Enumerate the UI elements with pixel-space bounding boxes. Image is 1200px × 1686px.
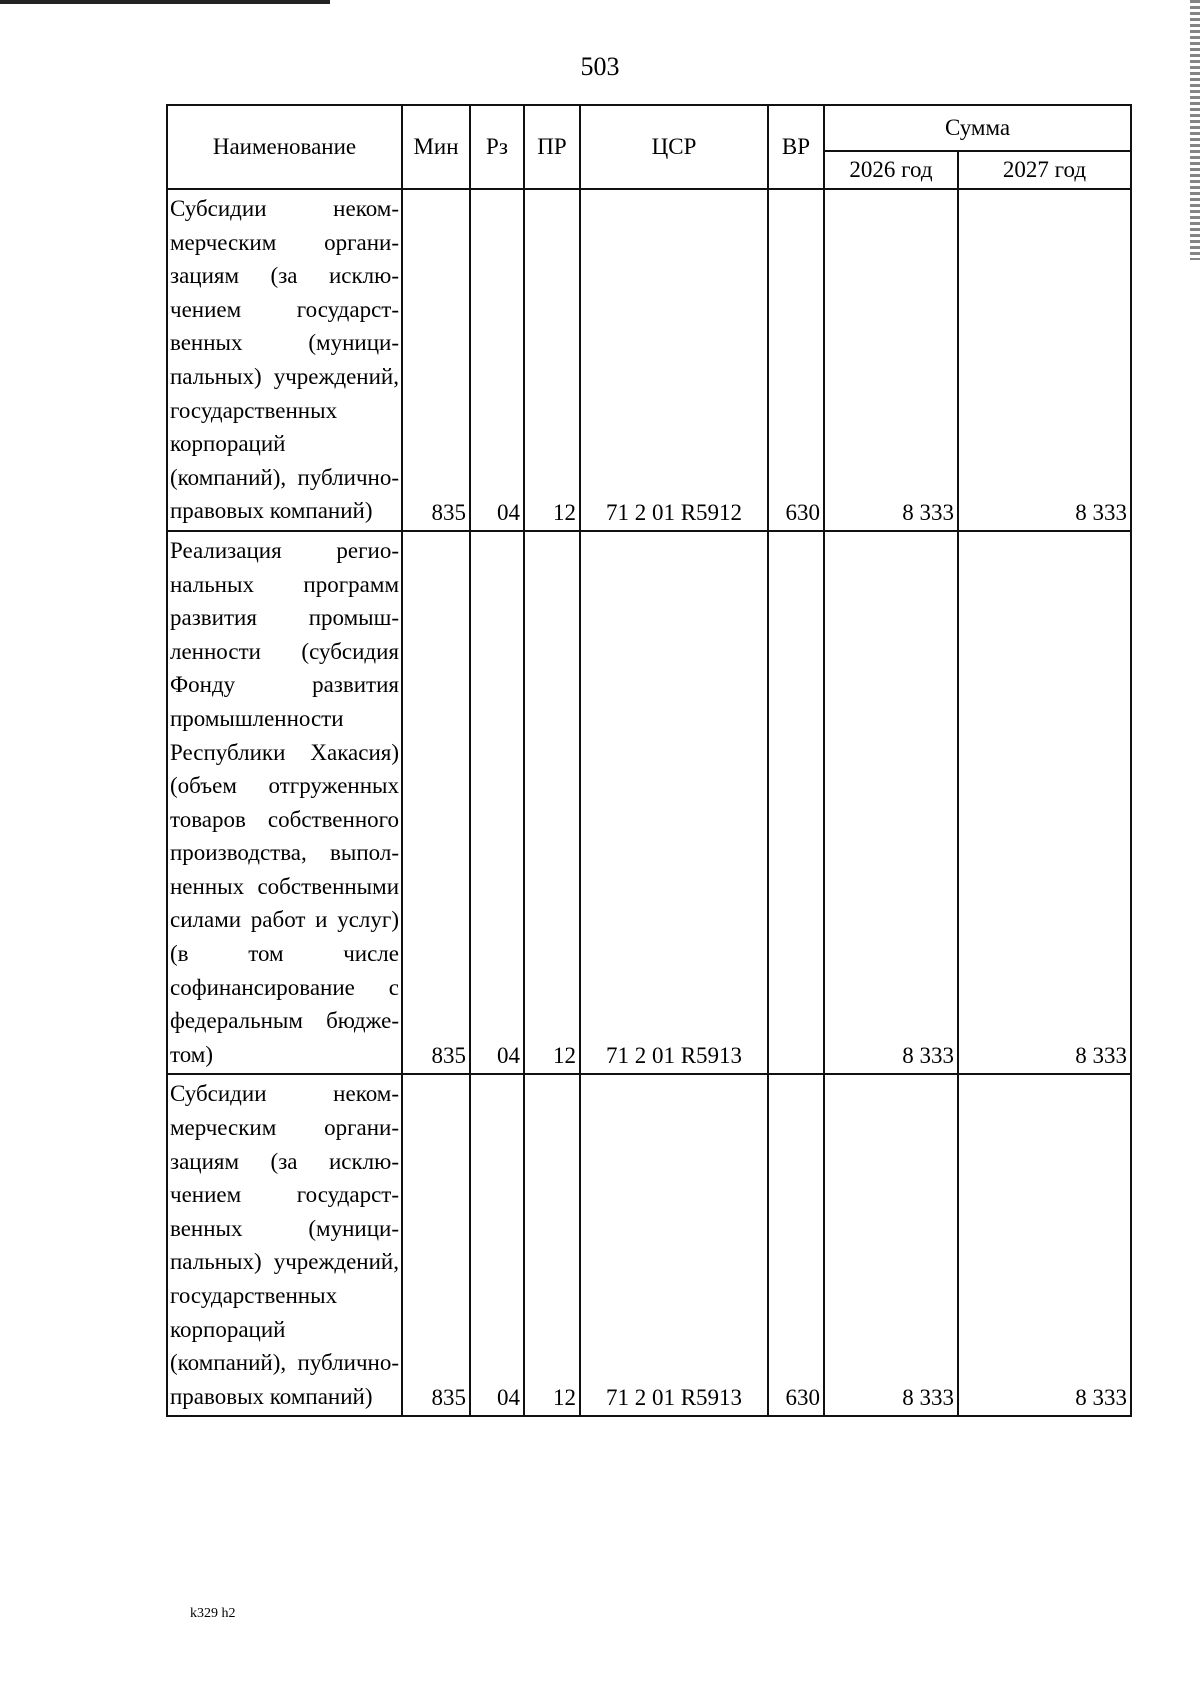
cell-name: Субсидии некоммерческим организациям (за исключением государственных (муниципальных) учреждений, государственных корпораций (компаний), публично-правовых компаний)	[167, 189, 402, 531]
cell-2027: 8 333	[958, 531, 1131, 1075]
header-year-2027: 2027 год	[958, 151, 1131, 189]
cell-2026: 8 333	[824, 189, 958, 531]
table-row	[167, 189, 1131, 531]
cell-csr: 71 2 01 R5913	[580, 1074, 768, 1416]
cell-name: Субсидии некоммерческим организациям (за исключением государственных (муниципальных) учреждений, государственных корпораций (компаний), публично-правовых компаний)	[167, 1074, 402, 1416]
cell-csr: 71 2 01 R5913	[580, 531, 768, 1075]
scan-border-top	[0, 0, 330, 4]
cell-min: 835	[402, 531, 470, 1075]
cell-vr	[768, 531, 824, 1075]
cell-pr: 12	[524, 189, 580, 531]
cell-min: 835	[402, 189, 470, 531]
cell-vr: 630	[768, 1074, 824, 1416]
cell-2027: 8 333	[958, 1074, 1131, 1416]
footer-code: k329 h2	[190, 1606, 236, 1621]
header-name: Наименование	[167, 105, 402, 189]
cell-pr: 12	[524, 1074, 580, 1416]
cell-min: 835	[402, 1074, 470, 1416]
header-row-1	[167, 105, 1131, 151]
header-vr: ВР	[768, 105, 824, 189]
header-min: Мин	[402, 105, 470, 189]
header-pr: ПР	[524, 105, 580, 189]
cell-rz: 04	[470, 531, 524, 1075]
budget-table	[166, 104, 1132, 1417]
cell-2026: 8 333	[824, 1074, 958, 1416]
cell-name: Реализация региональных программ развития промышленности (субсидия Фонду развития промышленности Республики Хакасия) (объем отгруженных товаров собственного производства, выполненных собственными силами работ и услуг) (в том числе софинансирование с федеральным бюджетом)	[167, 531, 402, 1075]
header-csr: ЦСР	[580, 105, 768, 189]
cell-pr: 12	[524, 531, 580, 1075]
page-number: 503	[580, 52, 620, 81]
table-row	[167, 531, 1131, 1075]
cell-csr: 71 2 01 R5912	[580, 189, 768, 531]
cell-2027: 8 333	[958, 189, 1131, 531]
cell-rz: 04	[470, 189, 524, 531]
header-year-2026: 2026 год	[824, 151, 958, 189]
scan-border-right	[1190, 0, 1200, 260]
header-sum: Сумма	[824, 105, 1131, 151]
table-row	[167, 1074, 1131, 1416]
cell-vr: 630	[768, 189, 824, 531]
cell-rz: 04	[470, 1074, 524, 1416]
cell-2026: 8 333	[824, 531, 958, 1075]
header-rz: Рз	[470, 105, 524, 189]
